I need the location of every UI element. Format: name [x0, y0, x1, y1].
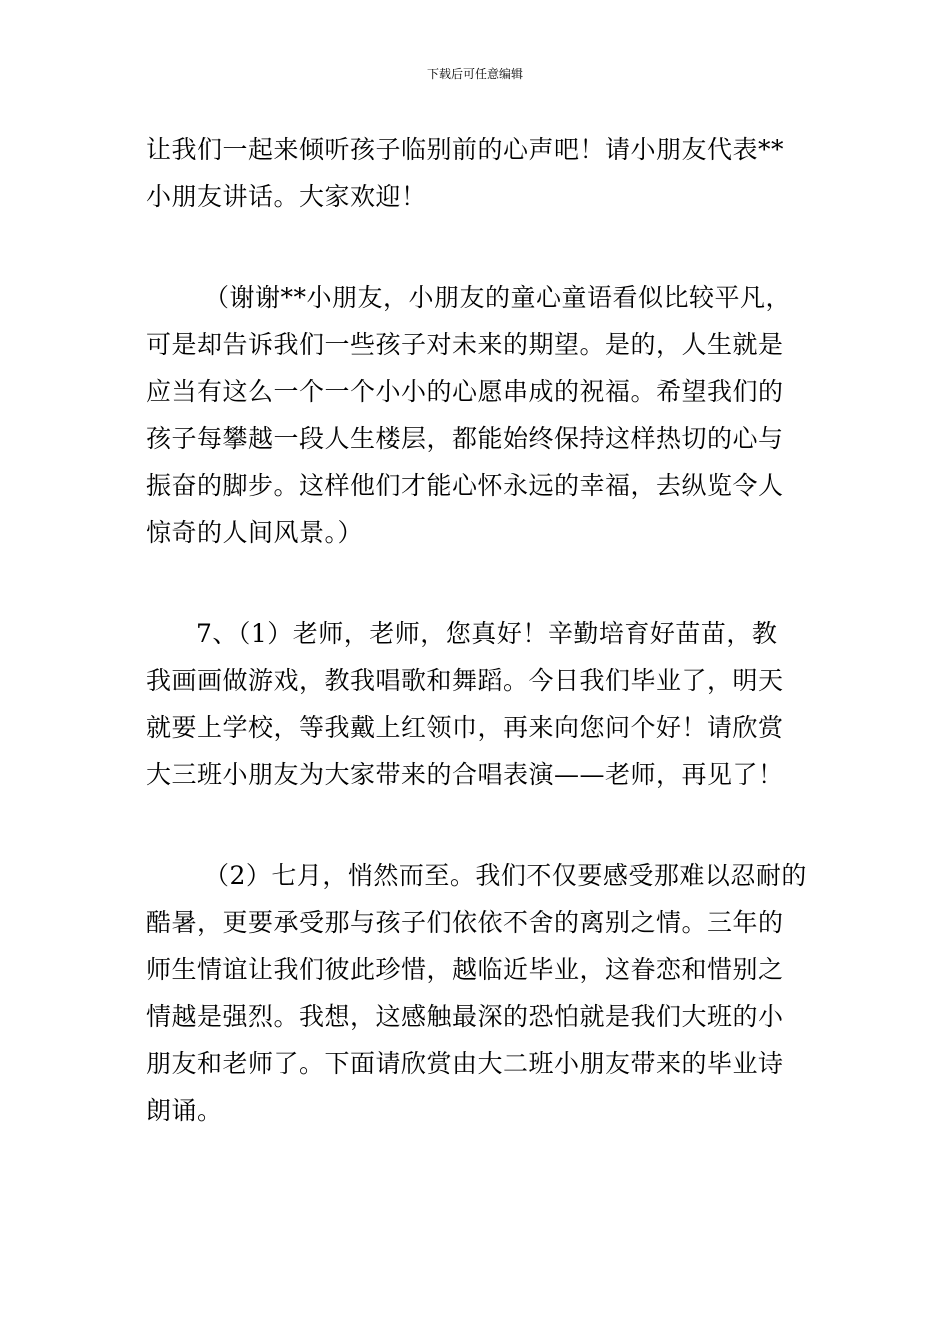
- text-line: 朋友和老师了。下面请欣赏由大二班小朋友带来的毕业诗: [146, 1049, 784, 1078]
- text-line: （谢谢**小朋友，小朋友的童心童语看似比较平凡，: [204, 283, 792, 312]
- text-line: 情越是强烈。我想，这感触最深的恐怕就是我们大班的小: [146, 1002, 784, 1031]
- paragraph-gap: [146, 220, 808, 274]
- text-line: 师生情谊让我们彼此珍惜，越临近毕业，这眷恋和惜别之: [146, 955, 784, 984]
- text-line: 振奋的脚步。这样他们才能心怀永远的幸福，去纵览令人: [146, 471, 784, 500]
- text-line: 大三班小朋友为大家带来的合唱表演——老师，再见了！: [146, 760, 784, 789]
- text-line: 朗诵。: [146, 1096, 223, 1125]
- text-line: 7、（1）老师，老师，您真好！辛勤培育好苗苗，教: [196, 619, 778, 648]
- page-header: 下载后可任意编辑: [426, 67, 523, 81]
- paragraph-july-farewell: [146, 852, 808, 1134]
- text-line: （2）七月，悄然而至。我们不仅要感受那难以忍耐的: [204, 861, 807, 890]
- text-line: 就要上学校，等我戴上红领巾，再来向您问个好！请欣赏: [146, 713, 784, 742]
- paragraph-teacher-song: [146, 610, 808, 798]
- paragraph-invite-speech: [146, 126, 808, 220]
- text-line: 应当有这么一个一个小小的心愿串成的祝福。希望我们的: [146, 377, 784, 406]
- paragraph-gap: [146, 798, 808, 852]
- text-line: 孩子每攀越一段人生楼层，都能始终保持这样热切的心与: [146, 424, 784, 453]
- text-line: 可是却告诉我们一些孩子对未来的期望。是的，人生就是: [146, 330, 784, 359]
- paragraph-gap: [146, 556, 808, 610]
- paragraph-thanks: [146, 274, 808, 556]
- text-line: 惊奇的人间风景。）: [146, 518, 364, 547]
- text-line: 我画画做游戏，教我唱歌和舞蹈。今日我们毕业了，明天: [146, 666, 784, 695]
- document-body: [146, 126, 808, 1134]
- text-line: 让我们一起来倾听孩子临别前的心声吧！请小朋友代表**: [146, 135, 785, 164]
- text-line: 酷暑，更要承受那与孩子们依依不舍的离别之情。三年的: [146, 908, 784, 937]
- text-line: 小朋友讲话。大家欢迎！: [146, 182, 427, 211]
